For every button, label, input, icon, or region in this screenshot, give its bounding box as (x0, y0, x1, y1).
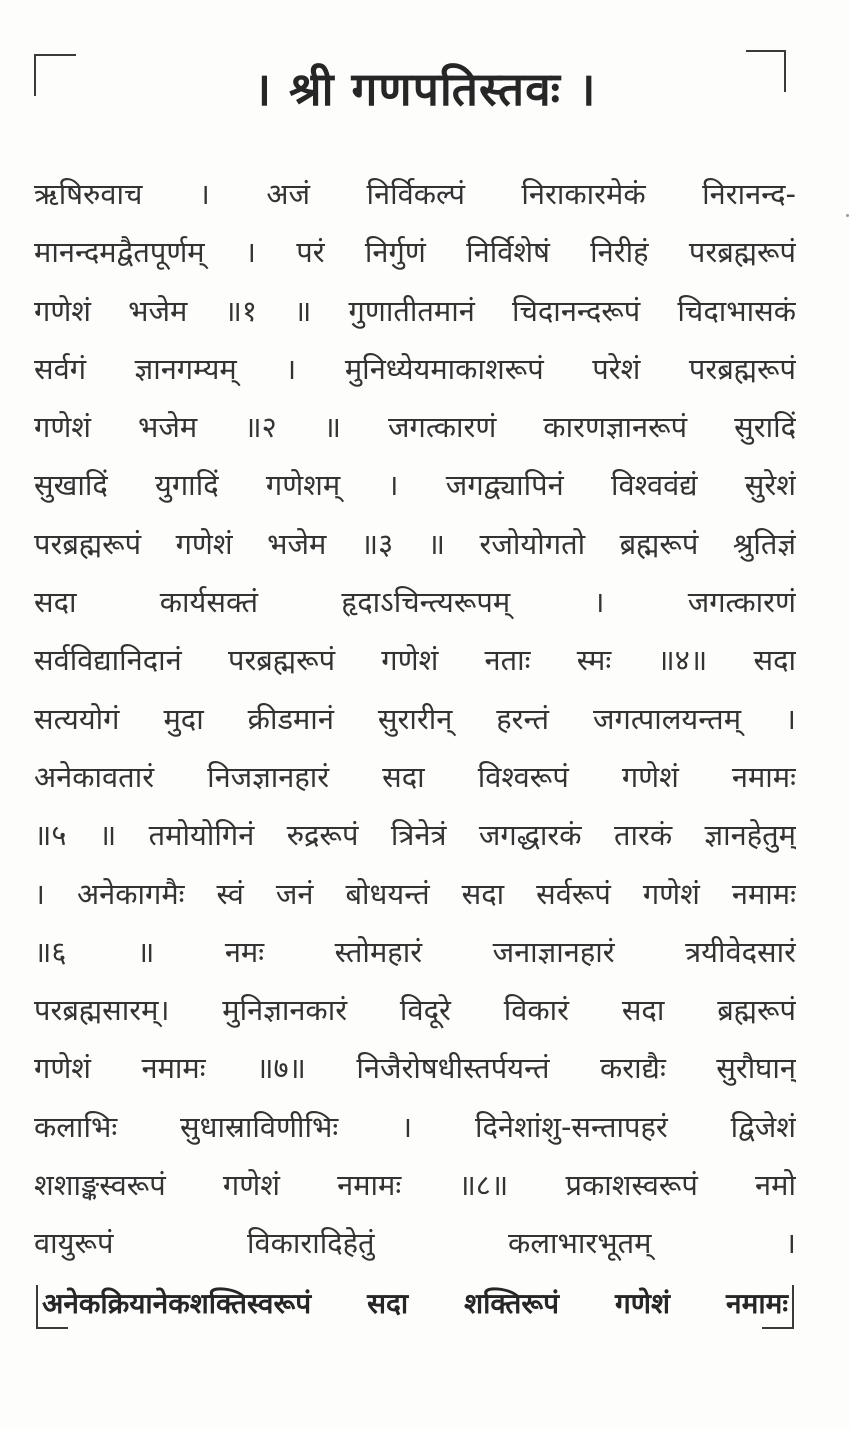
text-line: गणेशं नमामः ॥७॥ निजैरोषधीस्तर्पयन्तं कराद्यैः सुरौघान् (34, 1051, 796, 1086)
text-line: मानन्दमद्वैतपूर्णम् । परं निर्गुणं निर्विशेषं निरीहं परब्रह्मरूपं (34, 235, 796, 270)
text-line: वायुरूपं विकारादिहेतुं कलाभारभूतम् । (34, 1226, 796, 1261)
text-line: परब्रह्मरूपं गणेशं भजेम ॥३ ॥ रजोयोगतो ब्रह्मरूपं श्रुतिज्ञं (34, 526, 796, 561)
text-line: गणेशं भजेम ॥२ ॥ जगत्कारणं कारणज्ञानरूपं सुरादिं (34, 410, 796, 445)
text-line: परब्रह्मसारम्। मुनिज्ञानकारं विदूरे विकारं सदा ब्रह्मरूपं (34, 993, 796, 1028)
text-line: ॥६ ॥ नमः स्तोमहारं जनाज्ञानहारं त्रयीवेदसारं (34, 934, 796, 969)
text-line: अनेकावतारं निजज्ञानहारं सदा विश्वरूपं गणेशं नमामः (34, 759, 796, 794)
text-line: सर्वविद्यानिदानं परब्रह्मरूपं गणेशं नताः स्मः ॥४॥ सदा (34, 643, 796, 678)
text-line: कलाभिः सुधास्राविणीभिः । दिनेशांशु-सन्तापहरं द्विजेशं (34, 1109, 796, 1144)
stotra-text (34, 165, 796, 1333)
text-line: सर्वगं ज्ञानगम्यम् । मुनिध्येयमाकाशरूपं परेशं परब्रह्मरूपं (34, 351, 796, 386)
page-title: । श्री गणपतिस्तवः । (253, 62, 597, 116)
text-line: सदा कार्यसक्तं हृदाऽचिन्त्यरूपम् । जगत्कारणं (34, 585, 796, 620)
text-line: शशाङ्कस्वरूपं गणेशं नमामः ॥८॥ प्रकाशस्वरूपं नमो (34, 1168, 796, 1203)
scan-speck (846, 214, 849, 217)
text-line: सुखादिं युगादिं गणेशम् । जगद्व्यापिनं विश्ववंद्यं सुरेशं (34, 468, 796, 503)
text-line: ॥५ ॥ तमोयोगिनं रुद्ररूपं त्रिनेत्रं जगद्धारकं तारकं ज्ञानहेतुम् (34, 818, 796, 853)
final-boxed-line: अनेकक्रियानेकशक्तिस्वरूपं सदा शक्तिरूपं गणेशं नमामः (34, 1275, 796, 1333)
text-line: गणेशं भजेम ॥१ ॥ गुणातीतमानं चिदानन्दरूपं चिदाभासकं (34, 293, 796, 328)
text-line: ऋषिरुवाच । अजं निर्विकल्पं निराकारमेकं निरानन्द- (34, 177, 796, 211)
text-line: । अनेकागमैः स्वं जनं बोधयन्तं सदा सर्वरूपं गणेशं नमामः (34, 876, 796, 911)
text-line: सत्ययोगं मुदा क्रीडमानं सुरारीन् हरन्तं जगत्पालयन्तम् । (34, 701, 796, 736)
